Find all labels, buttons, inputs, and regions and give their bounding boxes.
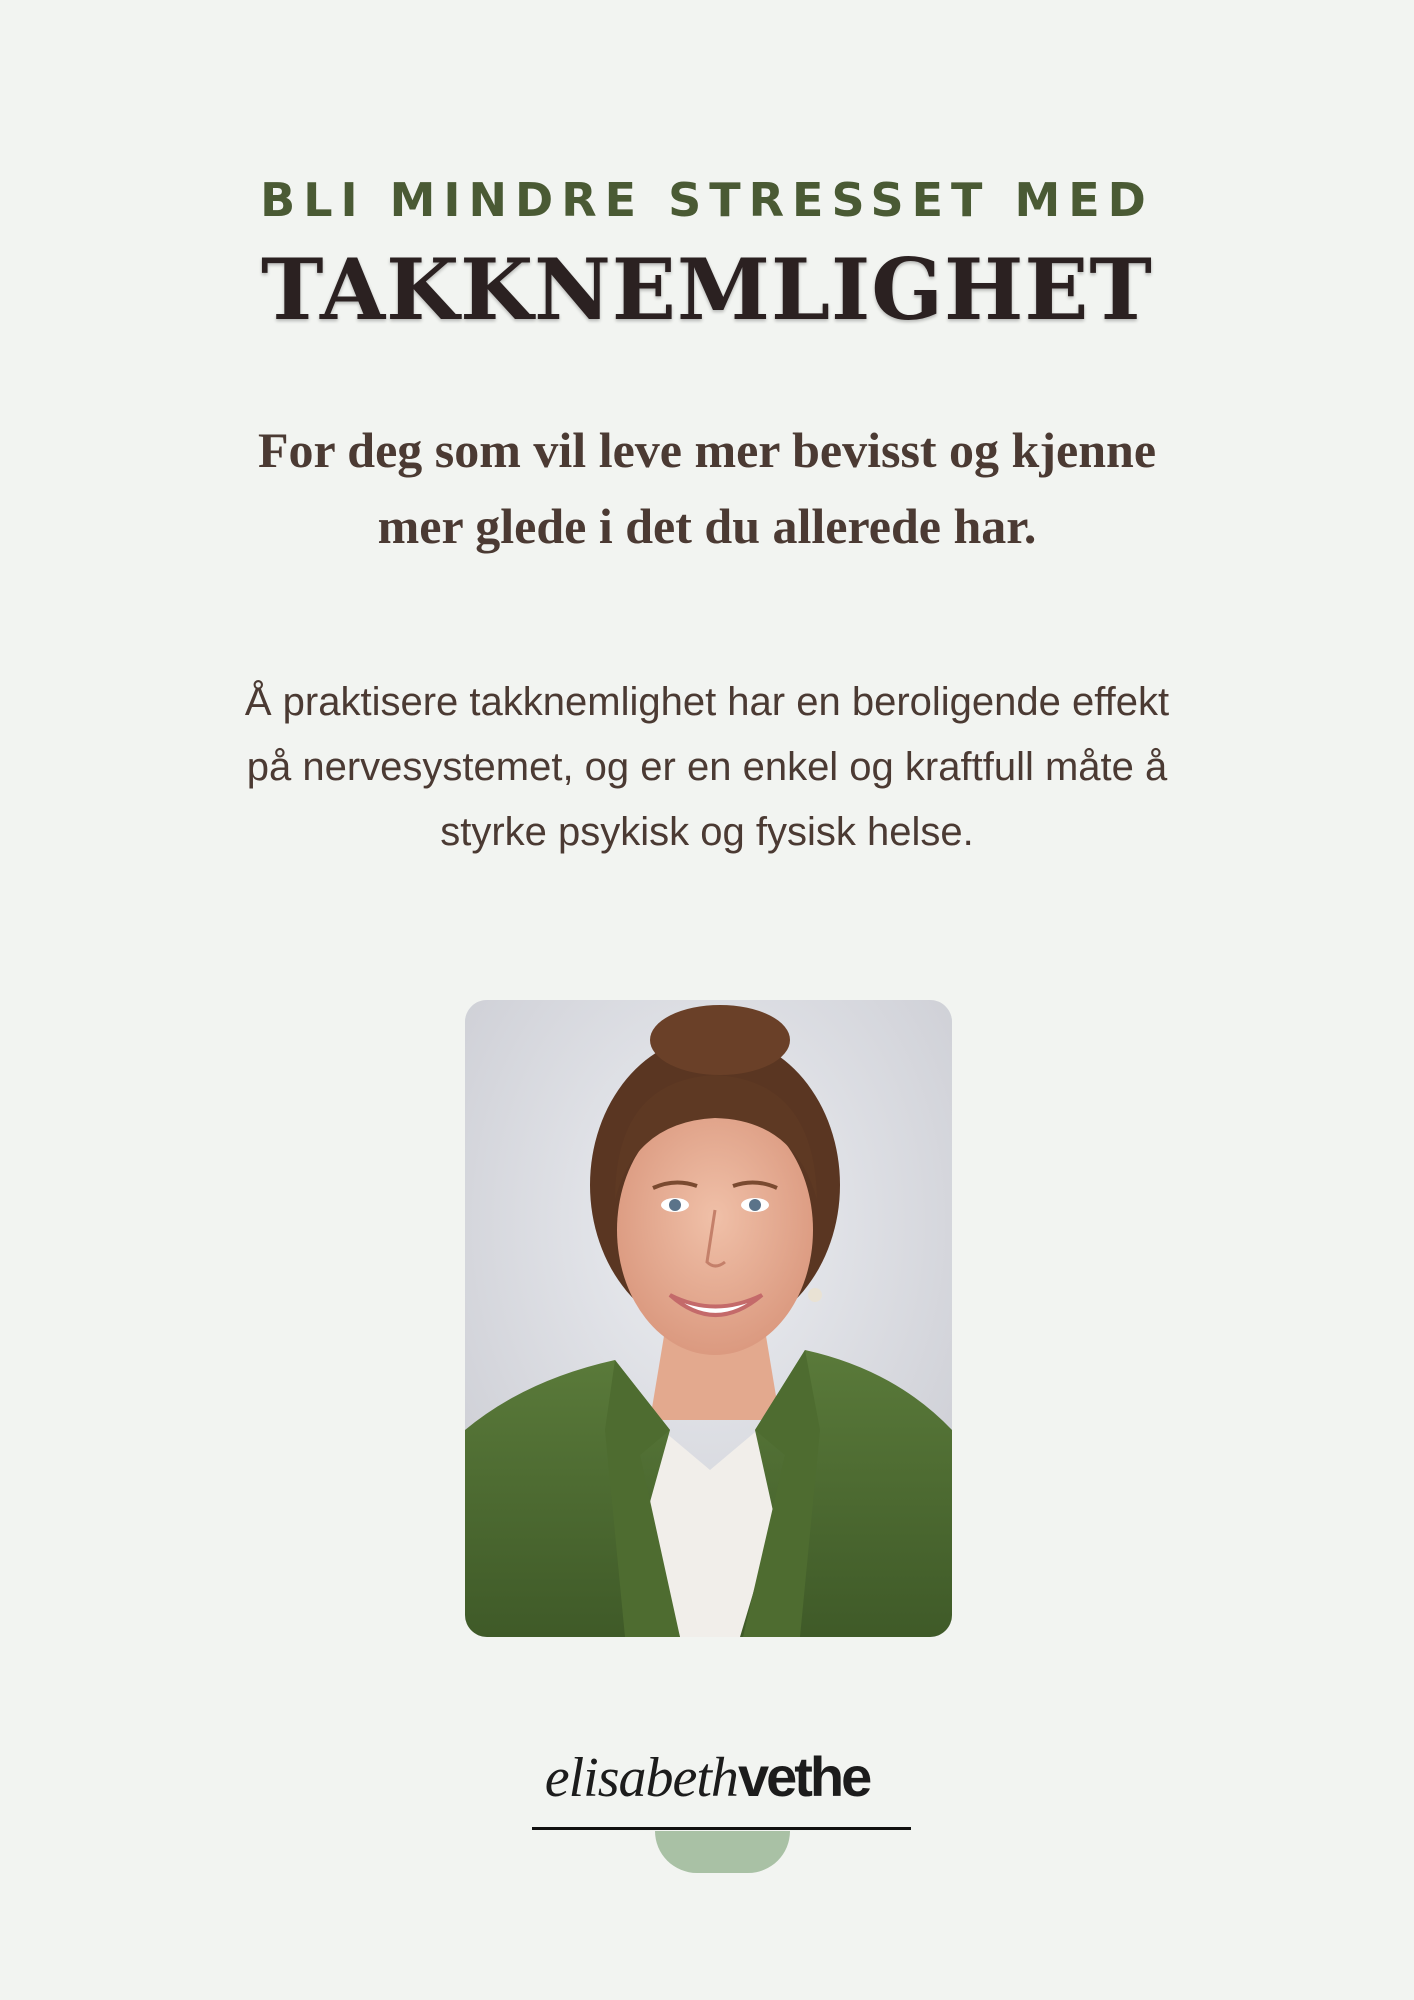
portrait-illustration	[465, 1000, 952, 1637]
paragraph-line: Å praktisere takknemlighet har en beroligende effekt	[244, 680, 1170, 724]
logo-script-text: elisabeth	[544, 1747, 738, 1809]
logo-underline	[532, 1827, 911, 1830]
logo-arc-decoration	[655, 1831, 790, 1873]
paragraph-line: styrke psykisk og fysisk helse.	[440, 810, 974, 854]
subtitle-line: For deg som vil leve mer bevisst og kjenne	[257, 422, 1157, 478]
subtitle	[200, 412, 1214, 564]
portrait-photo	[465, 1000, 952, 1637]
intro-paragraph	[190, 670, 1224, 865]
logo-bold-text: vethe	[737, 1745, 870, 1808]
paragraph-line: på nervesystemet, og er en enkel og kraftfull måte å	[246, 745, 1168, 789]
page-title: TAKKNEMLIGHET	[261, 240, 1153, 339]
brand-logo	[0, 1742, 1414, 1812]
subtitle-line: mer glede i det du allerede har.	[377, 498, 1037, 554]
kicker-heading: BLI MINDRE STRESSET MED	[260, 173, 1154, 227]
